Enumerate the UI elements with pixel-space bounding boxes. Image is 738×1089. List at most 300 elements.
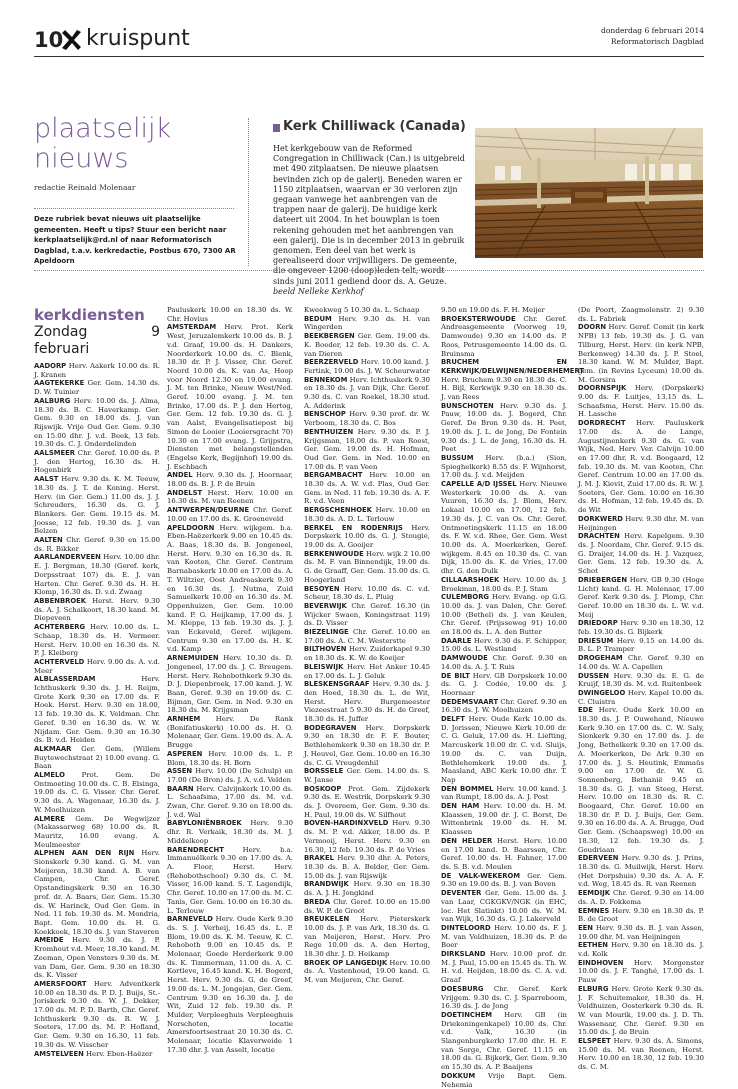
listing-entry: [441, 1011, 567, 1072]
listing-details: Herst. Herv. 9.30 ds. A. J. Schalkoort, 18.30 kand. M. Diepeveen: [34, 596, 160, 623]
listing-entry: [34, 658, 160, 675]
listing-details: Herv. b.a. Immanuëlkerk 9.30 en 17.00 ds. A. A. Floor, Herst. Herv. (Rehobothschool) 9.30 ds. C. M. Visser, 16.00 kand. S. T. Lagendijk, Chr. Geref. 10.00 en 17.00 ds. M. C. Tanis, Ger. Gem. 10.00 en 16.30 ds. L. Terlouw: [167, 845, 293, 915]
listing-entry: [441, 785, 567, 802]
header-date-block: [601, 25, 704, 47]
listing-details: Herv. Oude Kerk 10.00 en 18.30 ds. J. P. Ouwehand, Nieuwe Kerk 9.30 en 17.00 ds. C. W. Saly, Sionkerk 9.30 en 17.00 ds. J. de Jong, Bethelkerk 9.30 en 17.00 ds. A. Moerkerken, De Ark 9.30 en 17.00 ds. J. S. Heutink, Emmaüs 9.00 en 17.00 dr. W. G. Sonnenberg, Bethanië 9.45 en 18.30 ds. G. J. van Steeg, Herst. Herv. 10.00 en 18.30 ds. R. C. Boogaard, Chr. Geref. 10.00 en 18.30 dr. P. D. J. Buijs, Ger. Gem. 9.30 en 16.00 ds. A. A. Brugge, Oud Ger. Gem. (Schaapsweg) 10.00 en 18.30, 12 feb. 19.30 ds. J. Goudriaan: [578, 706, 704, 854]
listing-place: AADORP: [34, 362, 67, 370]
listing-entry: [441, 454, 567, 480]
article-marker-icon: [273, 124, 280, 132]
listing-details: Kweekweg 5 10.30 ds. L. Schaap: [304, 306, 420, 314]
listing-entry: [578, 941, 704, 958]
listing-entry: [167, 785, 293, 820]
listing-details: Herv. 10.00 ds. L. P. Blom, 18.30 ds. H. Born: [167, 749, 293, 767]
listing-entry: [441, 402, 567, 454]
listing-place: DAMWOUDE: [441, 654, 488, 663]
listing-entry: [441, 715, 567, 785]
listing-place: DRIEBERGEN: [578, 575, 628, 584]
listing-entry: [441, 306, 567, 315]
listing-place: DOORN: [578, 323, 607, 332]
listing-details: Chr. Geref. 9.30 en 15.00 ds. R. Bikker: [34, 536, 160, 553]
listing-entry: [34, 536, 160, 553]
listing-details: Herv. Morgenster 10.00 ds. J. F. Tanghé, 17.00 ds. I. Pauw: [578, 958, 704, 985]
listing-entry: [167, 471, 293, 488]
listing-details: Herv. Kapel 10.00 ds. C. Cluistra: [578, 688, 704, 706]
listing-place: ALMELO: [34, 771, 65, 780]
listing-entry: [578, 654, 704, 671]
listing-entry: [167, 846, 293, 916]
listing-details: Chr. Geref. 16.30 (in Wijcker Swaen, Koningstraat 119) ds. D. Visser: [304, 601, 430, 628]
listing-entry: [441, 672, 567, 698]
listing-details: Herv. 10.00 ds. H. M. Klaassen, 19.00 dr. J. C. Borst, De Wittenbrink 19.00 ds. H. M. Klaassen: [441, 802, 568, 837]
listing-place: CULEMBORG: [441, 593, 490, 602]
listing-place: DINTELOORD: [441, 923, 491, 932]
listing-details: Herv. 9.30 ds. P. J. Krijgsman, 18.00 ds. P. van Roest, Ger. Gem. 19.00 ds. H. Hofman, Oud Ger. Gem. in Ned. 10.00 en 17.00 ds. P. van Veen: [304, 427, 430, 471]
listing-details: Herv. 10.00 ds. F. J. M. van Veldhuizen, 18.30 ds. P. de Boer: [441, 923, 567, 950]
listing-place: BENTHUIZEN: [304, 427, 354, 436]
listing-place: DWINGELOO: [578, 688, 626, 697]
listing-entry: [304, 471, 430, 506]
listing-place: AARLANDERVEEN: [34, 553, 101, 562]
listing-place: ACHTERBERG: [34, 623, 86, 632]
issue-date: donderdag 6 februari 2014: [601, 26, 704, 35]
listing-place: DIRKSLAND: [441, 950, 486, 959]
listing-details: Herv. GB Dorpskerk 10.00 ds. G. J. Codée, 19.00 ds. J. Hoornaar: [441, 671, 567, 697]
listing-details: Herv. GB 9.30 (Hoge Licht) kand. G. H. Molenaar, 17.00 Geref. Kerk 9.30 ds. J. Plomp, Chr. Geref. 10.00 en 18.30 ds. L. W. v.d. Meij: [578, 575, 704, 619]
listing-place: BIEZELINGE: [304, 628, 349, 637]
listing-details: Chr. Geref. 10.00 en 17.00 ds. A. C. M. Westerstte: [304, 628, 430, 645]
listing-place: BOSKOOP: [304, 784, 342, 793]
listing-place: CILLAARSHOEK: [441, 575, 500, 584]
listing-details: Herv. Zuiderkapel 9.30 en 18.30 ds. K. W. de Koeijer: [304, 645, 430, 663]
listing-place: EEMDIJK: [578, 889, 611, 898]
listing-entry: [578, 515, 704, 532]
publication-name: Reformatorisch Dagblad: [610, 37, 704, 46]
listing-details: Herv. Evang. op G.G. 10.00 ds. J. van Dalen, Chr. Geref. 10.00 (Bethel) ds. J. van Keulen, Chr. Geref. (Prijsseweg 91) 10.00 en 18.00 ds. L. A. den Butter: [441, 593, 567, 637]
listing-place: BENSCHOP: [304, 410, 346, 419]
listing-place: DOETINCHEM: [441, 1010, 492, 1019]
listing-place: DEDEMSVAART: [441, 697, 499, 706]
listing-place: DRIEDORP: [578, 619, 618, 628]
listing-details: Herv. 10.00 kand. J. Fertink, 19.00 ds. J. W. Scheurwater: [304, 358, 430, 375]
listing-entry: [441, 924, 567, 950]
listing-details: Ger. Gem. (Willem Buytewechstraat 2) 10.00 evang. G. Baan: [34, 744, 160, 771]
listing-place: BEERZERVELD: [304, 358, 359, 367]
listing-column-1: [34, 306, 160, 1058]
listing-details: Ger. Gem. 14.30 ds. D. W. Tuinier: [34, 379, 160, 397]
listing-entry: [578, 1037, 704, 1072]
listing-details: Herv. 9.30 ds. F. Schipper, 15.00 ds. L. Westland: [441, 636, 567, 654]
article-title: Kerk Chilliwack (Canada): [283, 119, 466, 134]
listing-place: EINDHOVEN: [578, 958, 624, 967]
listing-place: ELSPEET: [578, 1037, 611, 1046]
listing-entry: [578, 985, 704, 1037]
listing-details: Herv. 9.30 ds. K. M. Teeuw, 18.30 ds. J. T. de Koning. Herst. Herv. (in Ger. Gem.) 11.00 ds. J. J. Schreuders, 16.30 ds. G. J. Blankers. Ger. Gem. 19.15 ds. M. Joosse, 12 feb. 19.30 ds. J. van Belzen: [34, 475, 160, 536]
listing-place: DE VALK-WEKEROM: [441, 871, 521, 880]
listing-details: Herv. 9.30 dhr. M. van Heijningen: [578, 514, 704, 532]
listing-details: Herv. 9.30 en 18.30 ds. J. v.d. Kolk: [578, 941, 704, 959]
listing-place: AMEIDE: [34, 936, 64, 945]
listing-entry: [578, 532, 704, 576]
listing-place: DOESBURG: [441, 984, 484, 993]
listing-details: Herv. 9.30 ds. B. J. van Assen, 19.00 dhr. M. van Heijningen: [578, 923, 704, 941]
listing-details: Herv. Dorpskerk 10.00 ds. G. J. Stougie, 19.00 ds. A. Gooijer: [304, 523, 430, 549]
listing-entry: [304, 785, 430, 820]
listing-place: DEN BOMMEL: [441, 784, 494, 793]
listing-entry: [578, 306, 704, 323]
listing-entry: [34, 553, 160, 597]
listing-details: Herv. 9.30 en 18.30 ds. A. J. H. Jongkind: [304, 880, 430, 898]
listing-entry: [441, 593, 567, 637]
listing-details: Herv. De Rank (Bonifatiuskerk) 10.00 ds. H. O. Molenaar, Ger. Gem. 19.00 ds. A. A. Brugge: [167, 715, 293, 750]
listing-place: BORSSELE: [304, 767, 344, 776]
listing-details: Herv. wijkgem. b.a. Eben-Haëzerkerk 9.00 en 10.45 ds. A. Baas, 18.30 ds. B. Jongeneel, Herst. Herv. 9.30 en 16.30 ds. R. van Kooten, Chr. Geref. Centrum Barnabaskerk 10.00 en 17.00 ds. A. T. Wiltzier, Oost Andreaskerk 9.30 en 16.30 ds. J. Nutma, Zuid Samuelkerk 10.00 en 16.30 ds. M. Oppenhuizen, Ger. Gem. 10.00 kand. P. G. Heijkamp, 17.00 ds. J. M. Kleppe, 13 feb. 19.30 ds. J. J. van Eckeveld, Geref. wijkgem. Centrum 9.30 en 17.00 ds. H. K. v.d. Kamp: [167, 523, 293, 654]
listing-details: Herv. 9.15 en 14.00 ds. B. L. P. Tramper: [578, 636, 704, 654]
listing-place: AMSTELVEEN: [34, 1049, 84, 1058]
listing-place: AMERSFOORT: [34, 979, 87, 988]
listing-place: BERKEL EN RODENRIJS: [304, 523, 403, 532]
listing-entry: [304, 898, 430, 915]
listing-entry: [441, 637, 567, 654]
listing-entry: [304, 358, 430, 375]
listing-entry: [167, 915, 293, 1054]
redactie-credit: redactie Reinald Molenaar: [34, 183, 136, 192]
listing-entry: [304, 306, 430, 315]
listing-place: ANDEL: [167, 471, 193, 480]
listing-entry: [167, 654, 293, 715]
listing-place: DEN HAM: [441, 802, 480, 811]
listing-details: Chr. Geref. 10.00 ds. P. J. den Hertog, 16.30 ds. H. Hogenbirk: [34, 449, 160, 475]
listing-place: BODEGRAVEN: [304, 723, 357, 732]
listing-place: BRUCHEM EN KERKWIJK/DELWIJNEN/NEDERHEMERT: [441, 358, 585, 375]
listing-entry: [167, 323, 293, 471]
listing-column-4: [441, 306, 585, 1089]
listing-details: Chr. Geref. 9.30 en 16.30 ds. J. W. Moolhuizen: [441, 697, 567, 715]
listing-entry: [304, 819, 430, 854]
listing-details: Herv. Kapelgem. 9.30 ds. J. Noordam, Chr. Geref. 9.15 ds. G. Draijer, 14.00 ds. H. J. Vazquez, Ger. Gem. 12 feb. 19.30 ds. A. Schot: [578, 532, 704, 576]
kerkdiensten-title: kerkdiensten: [34, 306, 145, 324]
listing-details: Herv. Sionskerk 9.30 kand. G. M. van Meijeren, 18.30 kand. A. B. van Campen, Chr. Geref. Opstandingskerk 9.30 en 16.30 prof. dr. A. Baars, Ger. Gem. 15.30 ds. W. Harinck, Oud Ger. Gem. in Ned. 11 feb. 19.30 ds. M. Mondria, Bapt. Gem. 10.00 ds. H. G. Koekkoek, 18.30 ds. J. van Staveren: [34, 849, 160, 936]
listing-details: Herv. 10.00 ds. J. Broekman, 18.00 ds. P. J. Stam: [441, 575, 567, 593]
listing-entry: [167, 306, 293, 323]
listing-details: Herv. Dorpskerk 9.30 en 18.30 dr. F. F. Bouter, Bethlehemkerk 9.30 en 18.30 dr. P. J. Heuvel, Ger. Gem. 10.00 en 16.30 ds. C. G. Vreugdenhil: [304, 723, 430, 767]
listing-entry: [441, 654, 567, 671]
listing-place: ARNHEM: [167, 715, 201, 724]
column-separator: [248, 118, 249, 266]
listing-details: Ger. Gem. 14.00 ds. S. W. Janse: [304, 767, 430, 784]
listing-place: BERGSCHENHOEK: [304, 506, 372, 515]
listing-details: Herv. 10.00 en 18.30 ds. A. D. L. Terlouw: [304, 506, 430, 523]
listing-details: Chr. Geref. 9.30 en 14.00 ds. W. A. Capellen: [578, 654, 704, 671]
listing-place: ALBLASSERDAM: [34, 675, 96, 684]
listing-details: Herv. Nieuwe Westerkerk 10.00 ds. A. van Vuuren, 16.30 ds. J. Blom, Herv. Lokaal 10.00 en 17.00, 12 feb. 19.30 ds. J. C. van Os. Chr. Geref. Ontmoetingskerk 11.15 en 18.00 ds. F. W. v.d. Rhee, Ger. Gem. West 10.00 ds. A. Moerkerken, Geref. wijkgem. 8.45 en 10.30 ds. C. van Dijk, 15.00 ds. K. de Vries, 17.00 dhr. G. den Dulk: [441, 480, 567, 576]
listing-entry: [304, 550, 430, 585]
listing-entry: [441, 837, 567, 872]
listing-place: DOORNSPIJK: [578, 384, 627, 393]
listing-entry: [441, 950, 567, 985]
listing-details: Chr. Geref. Kerk Vrijgem. 9.30 ds. C. J. Sparreboom, 16.30 ds. J. de Jong: [441, 984, 567, 1011]
listing-place: DOKKUM: [441, 1071, 476, 1080]
listing-place: BARENDRECHT: [167, 845, 224, 854]
listing-column-2: [167, 306, 293, 1054]
listing-details: Vrije Bapt. Gem. Nehemia: [441, 1071, 567, 1089]
listing-details: Herv. 10.30 ds. D. Jongeneel, 17.00 ds. J. C. Breugem. Herst. Herv. Rehobothkerk 9.30 ds. D. J. Diepenbroek, 17.00 kand. J. W. Baan, Geref. 9.30 en 19.00 ds. C. Bijman, Ger. Gem. in Ned. 9.30 en 18.30 ds. M. Krijgsman: [167, 654, 293, 715]
listing-details: Chr. Geref. Andreasgemeente (Voorweg 19, Damwoude) 9.30 en 14.00 ds. P. Roos, Petrusgemeente 14.00 ds. G. Bruinsma: [441, 314, 567, 358]
listing-place: ALMERE: [34, 814, 65, 823]
listing-details: Herv. Grote Kerk 9.30 ds. J. F. Schuitemaker, 18.30 ds. H. Veldhuizen, Oosterkerk 9.30 ds. R. W. van Mourik, 19.00 ds. J. D. Th. Wassenaar, Chr. Geref. 9.30 en 15.00 ds. J. de Bruin: [578, 984, 704, 1037]
listing-entry: [167, 489, 293, 506]
listing-place: ANDELST: [167, 488, 203, 497]
listing-place: DUSSEN: [578, 671, 609, 680]
listing-place: BROEK OP LANGEDIJK: [304, 958, 388, 967]
listing-entry: [167, 506, 293, 523]
listing-entry: [304, 585, 430, 602]
listing-entry: [304, 854, 430, 880]
listing-entry: [441, 576, 567, 593]
listing-place: EEMNES: [578, 906, 610, 915]
listing-column-5: [578, 306, 704, 1072]
submission-info: Deze rubriek bevat nieuws uit plaatselijke gemeenten. Heeft u tips? Stuur een bericht naar kerkplaatselijk@rd.nl of naar Reformatorisch Dagblad, t.a.v. kerkredactie, Postbus 670, 7300 AR Apeldoorn: [34, 215, 236, 265]
listing-place: AMSTERDAM: [167, 323, 217, 332]
listing-place: DORKWERD: [578, 514, 623, 523]
listing-details: Herv. Eben-Haëzer: [86, 1049, 153, 1058]
section-divider: [34, 270, 704, 271]
listing-entry: [304, 376, 430, 411]
listing-entry: [167, 715, 293, 750]
listing-details: Herv. Aakerk 10.00 ds. R. J. Kranen: [34, 362, 160, 379]
listing-entry: [578, 689, 704, 706]
listing-entry: [34, 475, 160, 536]
listing-details: Prot. Gem. Zijdekerk 9.30 ds. E. Westrik, Dorpskerk 9.30 ds. J. Overeem, Ger. Gem. 9.30 ds. H. Paul, 19.00 ds. W. Silfhout: [304, 784, 430, 819]
listing-place: EEN: [578, 923, 593, 932]
listing-details: Herv. 10.00 ds. L. Schaap, 18.30 ds. H. Vermeer. Herst. Herv. 10.00 en 16.30 ds. N. P. J. Kleiberg: [34, 623, 160, 658]
listing-place: BABYLONIËNBROEK: [167, 819, 242, 828]
listing-details: Herv. GB (in Driekoningenkapel) 10.00 ds. Chr. v.d. Valk, 16.30 (in Slangenburgkerk) 17.00 dhr. H. F. van Sorge, Chr. Geref. 11.15 en 18.00 ds. G. Bijkerk, Ger. Gem. 9.30 en 15.30 ds. A. P. Baaijens: [441, 1010, 567, 1072]
listing-entry: [304, 506, 430, 523]
listing-details: Herv. 9.00 ds. A. v.d. Meer: [34, 657, 160, 675]
listing-details: Pauluskerk 10.00 en 18.30 ds. W. Chr. Hovius: [167, 306, 293, 323]
listing-place: ELBURG: [578, 984, 609, 993]
listing-details: Herv. Adventkerk 10.00 en 18.30 ds. P. D. J. Buijs, St.-Joriskerk 9.30 ds. W. J. Dekker, 17.00 ds. M. P. D. Barth, Chr. Geref. Ichthuskerk 9.30 ds. R. W. J. Soeters, 17.00 ds. M. P. Hofland, Ger. Gem. 9.30 en 16.30, 11 feb. 19.30 ds. W. Visscher: [34, 979, 160, 1049]
listing-entry: [578, 419, 704, 515]
listing-entry: [167, 750, 293, 767]
listing-details: Herv. 10.00 kand. J. van Rumpt, 18.00 ds. A. J. Post: [441, 784, 567, 802]
listing-details: Herv. 9.30 ds. J. Hoornaar, 18.00 ds. B. J. P. de Bruin: [167, 471, 293, 489]
listing-details: Herv. Oude Kerk 9.30 ds. S. J. Verheij, 16.45 ds. L. P. Blom, 19.00 ds. K. M. Teeuw, K. C. Rehoboth 9.00 en 10.45 ds. P. Molenaar, Goede Herderkerk 9.00 ds. K. Timmerman, 11.00 ds. A. C. Kortleve, 16.45 kand. K. H. Bogerd, Herst. Herv. 9.30 ds. G. de Greef, 19.00 ds. L. M. Jongejan, Ger. Gem. Centrum 9.30 en 16.30 ds. J. de Wit, Zuid 12 feb. 19.30 ds. P. Mulder, Verpleeghuis Verpleeghuis Norschoten, locatie Amersfoortsestraat 20 10.30 ds. C. Molenaar, locatie Klaverweide 1 17.30 dhr. J. van Asselt, locatie: [167, 915, 293, 1054]
listing-details: Chr. Geref. 10.00 en 17.00 ds. K. Groeneveld: [167, 506, 293, 523]
listing-details: Chr. Geref. 10.00 en 15.00 ds. W. P. de Groot: [304, 897, 430, 915]
listing-details: Herv. 10.00 dhr. E. J. Bergman, 18.30 (Geref. kerk, Dorpsstraat 107) ds. E. J. van Harten. Chr. Geref. 9.30 ds. H. H. Klomp, 16.30 ds. D. v.d. Zwaag: [34, 553, 160, 597]
listing-entry: [34, 1050, 160, 1059]
listing-details: Chr. Geref. 9.30 en 14.00 ds. A. J. T. Ruis: [441, 654, 567, 671]
listing-place: BUNSCHOTEN: [441, 401, 494, 410]
listing-place: AALST: [34, 475, 59, 484]
listing-details: Herv. 9.30 ds. M. P. v.d. Akker, 18.00 ds. P. Vermooij, Herst. Herv. 9.30 en 16.30, 12 feb. 19.30 ds. P. de Vries: [304, 819, 430, 854]
listing-details: Herv. 10.00 prof. dr. M. J. Paul, 15.00 en 15.45 ds. Th. W. H. v.d. Heijden, 18.00 ds. C. A. v.d. Graaf: [441, 950, 567, 985]
listing-place: BERKENWOUDE: [304, 549, 364, 558]
listing-entry: [578, 959, 704, 985]
listing-entry: [304, 524, 430, 550]
listing-details: Herv. Ichthuskerk 9.30 ds. J. H. Reijm, Grote Kerk 9.30 en 17.00 ds. F. Hoek. Herst. Herv. 9.30 en 18.00, 13 feb. 19.30 ds. K. Veldman. Chr. Geref. 9.30 en 16.30 ds. W. W. Nijdam. Ger. Gem. 9.30 en 16.30 ds. B. v.d. Heiden: [34, 675, 160, 745]
listing-place: BERGAMBACHT: [304, 471, 363, 480]
listing-details: Herv. (Dorpskerk) 9.00 ds. F. Luitjes, 13.15 ds. L. Schaafsma, Herst. Herv. 15.00 ds. H. Lassche: [578, 384, 704, 419]
listing-details: Herv. 9.30 ds. J. Prins, 18.30 ds. G. Muilwijk, Herst. Herv. (Het Dorpshuis) 9.30 ds. A. A. F. v.d. Weg, 18.45 ds. R. van Reenen: [578, 854, 704, 889]
listing-entry: [304, 724, 430, 768]
listing-details: Herv. Ichthuskerk 9.30 en 18.30 ds. J. van Dijk, Chr. Geref. 9.30 ds. C. van Roekel, 18.30 stud. A. Adderink: [304, 375, 430, 410]
listing-place: BESOYEN: [304, 584, 340, 593]
listing-details: Herv. 9.30 ds. J. Pauw, 19.00 ds. J. Bogerd, Chr. Geref. De Bron 9.30 ds. H. Peet, 19.00 ds. J. L. de Jong, De Fontein 9.30 ds. J. L. de Jong, 16.30 ds. H. Peet: [441, 401, 567, 454]
listing-details: Herv. 9.30 prof. dr. W. Verboom, 18.30 ds. C. Bos: [304, 410, 430, 428]
listing-entry: [34, 362, 160, 379]
listing-details: Herv. Geref. Comit (in kerk NPB) 13 feb. 19.30 ds. J. G. van Tilburg, Herst. Herv. (in kerk NPB, Berkenweg) 14.30 ds. J. P. Stoel, 18.30 kand. W. M. Mulder, Bapt. gem. (in Revins Lyceum) 10.00 ds. M. Gorsira: [578, 323, 704, 384]
kruispunt-cross-icon: [60, 28, 82, 52]
listing-entry: [34, 623, 160, 658]
listing-place: ALPHEN AAN DEN RIJN: [34, 849, 135, 858]
listing-place: EETHEN: [578, 941, 608, 950]
listing-details: Herv. 10.00 ds. J. Alma, 18.30 ds. B. C. Haverkamp. Ger. Gem. 9.30 en 18.00 ds. J. van Rijswijk. Vrije Oud Ger. Gem. 9.30 en 15.00 dhr. J. v.d. Beek, 13 feb. 19.30 ds. C. J. Onderdelinden: [34, 396, 160, 449]
listing-place: ABBENBROEK: [34, 596, 87, 605]
listing-entry: [578, 889, 704, 906]
listing-entry: [578, 576, 704, 620]
listing-place: DRACHTEN: [578, 532, 620, 541]
listing-entry: [578, 854, 704, 889]
listing-entry: [304, 628, 430, 645]
listing-details: Herv. 9.30 ds. H. van Wingerden: [304, 314, 430, 332]
listing-details: Herv. 9.30 en 18.30 ds. P. B. de Groot: [578, 906, 704, 924]
listing-entry: [34, 771, 160, 815]
listing-details: Herv. 9.30 ds. J. P. Kromhout v.d. Meer, 18.30 kand. M. Zeeman, Open Vensters 9.30 ds. M. van Dam, Ger. Gem. 9.30 en 18.30 ds. K. Visser: [34, 936, 160, 980]
listing-place: BREUKELEN: [304, 915, 350, 924]
listing-entry: [34, 449, 160, 475]
listing-details: Herv. 10.00 en 18.30 ds. A. W. v.d. Plas, Oud Ger. Gem. in Ned. 11 feb. 19.30 ds. A. F. R. v.d. Veen: [304, 471, 430, 506]
listing-place: AALSMEER: [34, 449, 76, 458]
listing-entry: [304, 332, 430, 358]
listing-place: BROEKSTERWOUDE: [441, 314, 516, 323]
listing-entry: [34, 397, 160, 449]
listing-entry: [34, 936, 160, 980]
listing-entry: [34, 815, 160, 850]
listing-place: AAGTEKERKE: [34, 379, 85, 388]
listing-place: EDE: [578, 706, 593, 715]
listing-place: DRIESUM: [578, 636, 614, 645]
listing-details: Herv. Het Anker 10.45 en 17.00 ds. L. J. Geluk: [304, 662, 430, 680]
listing-details: Herv. (b.a.) (Sion, Spieghelkerk) 8.55 ds. F. Wijnhorst, 17.00 ds. J. v.d. Meijden: [441, 453, 567, 480]
listing-place: BOVEN-HARDINXVELD: [304, 819, 389, 828]
listing-place: ASPEREN: [167, 749, 203, 758]
listing-details: Gem. De Wegwijzer (Makassarweg 68) 10.00 ds. R. Mauritz, 16.00 evang. A. Meulmeester: [34, 814, 160, 849]
listing-place: BAARN: [167, 784, 194, 793]
photo-credit: beeld Nelleke Kerkhof: [273, 286, 364, 296]
listing-details: 9.50 en 19.00 ds. F. H. Meijer: [441, 306, 545, 314]
listing-place: AALTEN: [34, 536, 63, 545]
listing-details: Prot. Gem. De Ontmoeting 10.00 ds. C. B. Elsinga, 19.00 ds. C. G. Visser. Chr. Geref. 9.30 ds. A. Wagenaar, 16.30 ds. J. W. Moolhuizen: [34, 771, 160, 814]
listing-entry: [304, 767, 430, 784]
listing-details: Ger. Gem. 19.00 ds. K. Boeder, 12 feb. 19.30 ds. C. A. van Dieren: [304, 332, 430, 358]
listing-details: Herv. 9.30 ds. J. den Hoed, 18.30 ds. L. de Wit, Herst. Herv. Burgemeester Viezeestraat 5 9.30 ds. H. de Greef, 18.30 ds. H. Juffer: [304, 680, 430, 724]
listing-place: CAPELLE A/D IJSSEL: [441, 480, 517, 489]
kerkdiensten-date: Zondag 9 februari: [34, 324, 160, 357]
listing-entry: [578, 384, 704, 419]
listing-entry: [304, 880, 430, 897]
listing-entry: [441, 985, 567, 1011]
listing-entry: [578, 924, 704, 941]
listing-entry: [441, 889, 567, 924]
section-title: kruispunt: [86, 26, 190, 51]
listing-place: DEVENTER: [441, 889, 482, 898]
listing-entry: [34, 745, 160, 771]
listing-details: Herv. 10.00 ds. C. v.d. Scheur, 18.30 ds. L. Pluig: [304, 584, 430, 602]
listing-entry: [34, 597, 160, 623]
listing-entry: [578, 907, 704, 924]
listing-entry: [304, 315, 430, 332]
listing-entry: [304, 645, 430, 662]
listing-place: ALKMAAR: [34, 744, 72, 753]
listing-details: Herst. Herv. 10.00 en 16.30 ds. M. van Reenen: [167, 488, 293, 506]
listing-details: Herv. Oude Kerk 10.00 ds. D. Jorissen, Nieuwe Kerk 10.00 dr. C. G. Geluk, 17.00 ds. H. Liefting, Marcuskerk 10.00 dr. C. v.d. Sluijs, 19.00 ds. C. van Duijn, Bethlehemkerk 19.00 ds. J. Maasland, ABC Kerk 10.00 dhr. T. Nap: [441, 715, 567, 784]
listing-details: Herv. Bruchem 9.30 en 18.30 ds. C. H. Bijl, Kerkwijk 9.30 en 18.30 ds. J. van Rees: [441, 375, 567, 402]
header-rule: [34, 56, 704, 57]
listing-details: Ger. Gem. 15.00 ds. J. van Laar, CGKGKV/NGK (in EHC, loc. Het Slatinkt) 10.00 ds. W. M. van Wijk, 16.30 ds. G. J. Lakerveld: [441, 889, 567, 924]
listing-entry: [304, 680, 430, 724]
listing-entry: [441, 1072, 567, 1089]
page-number: 10: [34, 28, 64, 52]
listing-place: ASSEN: [167, 767, 193, 776]
listing-entry: [578, 619, 704, 636]
listing-column-3: [304, 306, 430, 985]
listing-place: APELDOORN: [167, 523, 215, 532]
listing-details: Herv. 9.30 dhr. A. Peters, 18.30 ds. B. A. Belder, Ger. Gem. 15.00 ds. J. van Rijswijk: [304, 854, 430, 880]
listing-details: Herv. 9.30 ds. A. Simons, 15.00 ds. M. van Reenen, Herst. Herv. 10.00 en 18.30, 12 feb. 19.30 ds. C. M.: [578, 1037, 704, 1072]
listing-place: ACHTERVELD: [34, 657, 85, 666]
listing-entry: [304, 410, 430, 427]
listing-details: Herst. Herv. 10.00 en 17.00 kand. D. Baarssen, Chr. Geref. 10.00 ds. H. Fahner, 17.00 ds. S. B. v.d. Meulen: [441, 836, 567, 871]
listing-place: DELFT: [441, 715, 465, 724]
listing-details: Herv. 9.30 dhr. R. Verkaik, 18.30 ds. M. J. Middelkoop: [167, 819, 293, 845]
listing-place: BILTHOVEN: [304, 645, 347, 654]
listing-place: BRANDWIJK: [304, 880, 349, 889]
listing-details: Chr. Geref. 9.30 en 14.00 ds. A. D. Fokkema: [578, 889, 704, 906]
listing-place: BEDUM: [304, 314, 332, 323]
listing-place: ANTWERPEN/DEURNE: [167, 506, 250, 515]
listing-details: Herv. Prot. Kerk West, Jeruzalemkerk 10.00 ds. B. J. v.d. Graaf, 19.00 ds. H. Dankers, Noorderkerk 10.00 ds. C. Blenk, 18.30 dr. P. J. Visser, Chr. Geref. Noord 10.00 ds. K. van As, Hoop voor Noord 12.30 en 19.00 evang. J. M. ten Brinke, Nieuw West/Ned. Geref. 10.00 evang. J. M. ten Brinke, 17.00 ds. P. J. den Hertog, Ger. Gem. 12 feb. 19.30 ds. G. J. van Aalst, Evangelisatiepost bij Simon de Looier (Looiersgracht 70) 10.30 en 17.00 evang. J. Grijpstra, Diensten met belangstellenden (Engelse Kerk, Begijnhof) 19.00 ds. J. Eschbach: [167, 323, 293, 471]
listing-details: Herv. 9.30 en 18.30, 12 feb. 19.30 ds. G. Bijkerk: [578, 619, 704, 637]
listing-details: (De Poort, Zaagmolenstr. 2) 9.30 ds. L. Fabriek: [578, 306, 704, 323]
listing-entry: [304, 915, 430, 959]
listing-details: Herv. 9.30 ds. E. G. de Kruijf, 18.30 ds. M. v.d. Ruitenbeek: [578, 671, 704, 689]
listing-details: Herv. 10.00 ds. A. Vastenhoud, 19.00 kand. G. M. van Meijeren, Chr. Geref.: [304, 958, 430, 985]
listing-entry: [441, 480, 567, 576]
listing-place: BARNEVELD: [167, 915, 213, 924]
listing-place: BEEKBERGEN: [304, 332, 355, 341]
listing-place: DAARLE: [441, 636, 472, 645]
listing-details: Herv. Pieterskerk 10.00 ds. J. P. van Ark, 18.30 ds. G. van Meijeren, Herst. Herv. Pro Rege 10.00 ds. A. den Hertog, 18.30 dhr. J. D. Heikamp: [304, 915, 430, 959]
listing-place: DEN HELDER: [441, 836, 493, 845]
listing-place: DROGEHAM: [578, 654, 623, 663]
listing-entry: [441, 872, 567, 889]
listing-place: EDERVEEN: [578, 854, 619, 863]
listing-entry: [34, 849, 160, 936]
listing-entry: [441, 315, 567, 359]
listing-entry: [34, 379, 160, 396]
listing-entry: [578, 706, 704, 854]
listing-entry: [304, 663, 430, 680]
listing-entry: [167, 767, 293, 784]
listing-place: BENNEKOM: [304, 375, 348, 384]
church-interior-photo: [475, 128, 703, 258]
listing-entry: [578, 323, 704, 384]
listing-place: BRAKEL: [304, 854, 334, 863]
listing-place: ARNEMUIDEN: [167, 654, 219, 663]
listing-details: Herv. Calvijnkerk 10.00 ds. L. Schaafsma, 17.00 ds. M. v.d. Zwan, Chr. Geref. 9.30 en 18.00 ds. J. v.d. Wal: [167, 784, 293, 819]
